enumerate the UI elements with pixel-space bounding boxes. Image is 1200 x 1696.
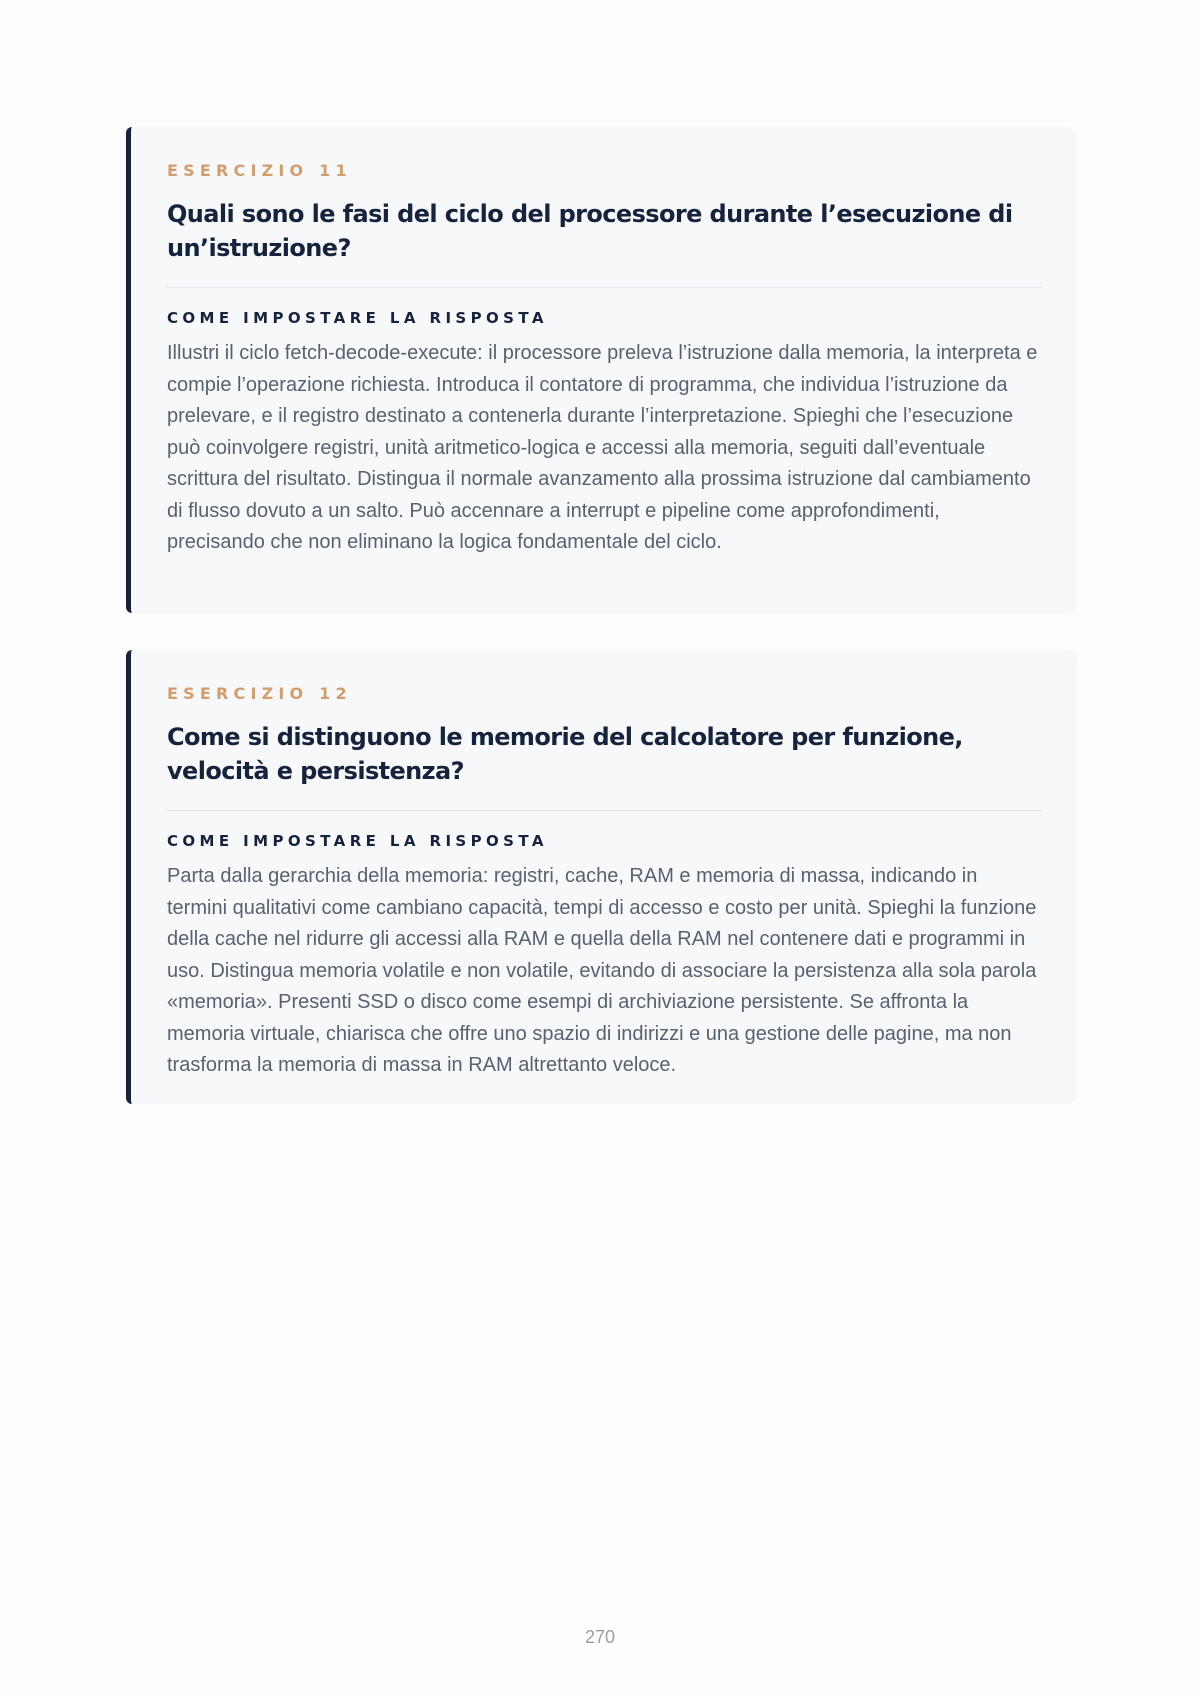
exercise-question: Come si distinguono le memorie del calcolatore per funzione, velocità e persistenza? xyxy=(167,720,1042,811)
answer-hint-text: Parta dalla gerarchia della memoria: registri, cache, RAM e memoria di massa, indicando in termini qualitativi come cambiano capacità, tempi di accesso e costo per unità. Spieghi la funzione della cache nel ridurre gli accessi alla RAM e quella della RAM nel contenere dati e programmi in uso. Distingua memoria volatile e non volatile, evitando di associare la persistenza alla sola parola «memoria». Presenti SSD o disco come esempi di archiviazione persistente. Se affronta la memoria virtuale, chiarisca che offre uno spazio di indirizzi e una gestione delle pagine, ma non trasforma la memoria di massa in RAM altrettanto veloce. xyxy=(167,865,1037,1076)
exercise-card-12 xyxy=(126,650,1077,1104)
exercise-label: ESERCIZIO 12 xyxy=(167,684,352,703)
exercise-card-11 xyxy=(126,127,1077,613)
answer-hint-heading: COME IMPOSTARE LA RISPOSTA xyxy=(167,832,548,850)
page-number: 270 xyxy=(584,1627,616,1647)
exercise-label: ESERCIZIO 11 xyxy=(167,161,352,180)
answer-hint-heading: COME IMPOSTARE LA RISPOSTA xyxy=(167,309,548,327)
exercise-question: Quali sono le fasi del ciclo del processore durante l’esecuzione di un’istruzione? xyxy=(167,197,1042,288)
answer-hint-text: Illustri il ciclo fetch-decode-execute: il processore preleva l’istruzione dalla memoria, la interpreta e compie l’operazione richiesta. Introduca il contatore di programma, che individua l’istruzione da prelevare, e il registro destinato a contenerla durante l’interpretazione. Spieghi che l’esecuzione può coinvolgere registri, unità aritmetico-logica e accessi alla memoria, seguiti dall’eventuale scrittura del risultato. Distingua il normale avanzamento alla prossima istruzione dal cambiamento di flusso dovuto a un salto. Può accennare a interrupt e pipeline come approfondimenti, precisando che non eliminano la logica fondamentale del ciclo. xyxy=(167,342,1038,553)
